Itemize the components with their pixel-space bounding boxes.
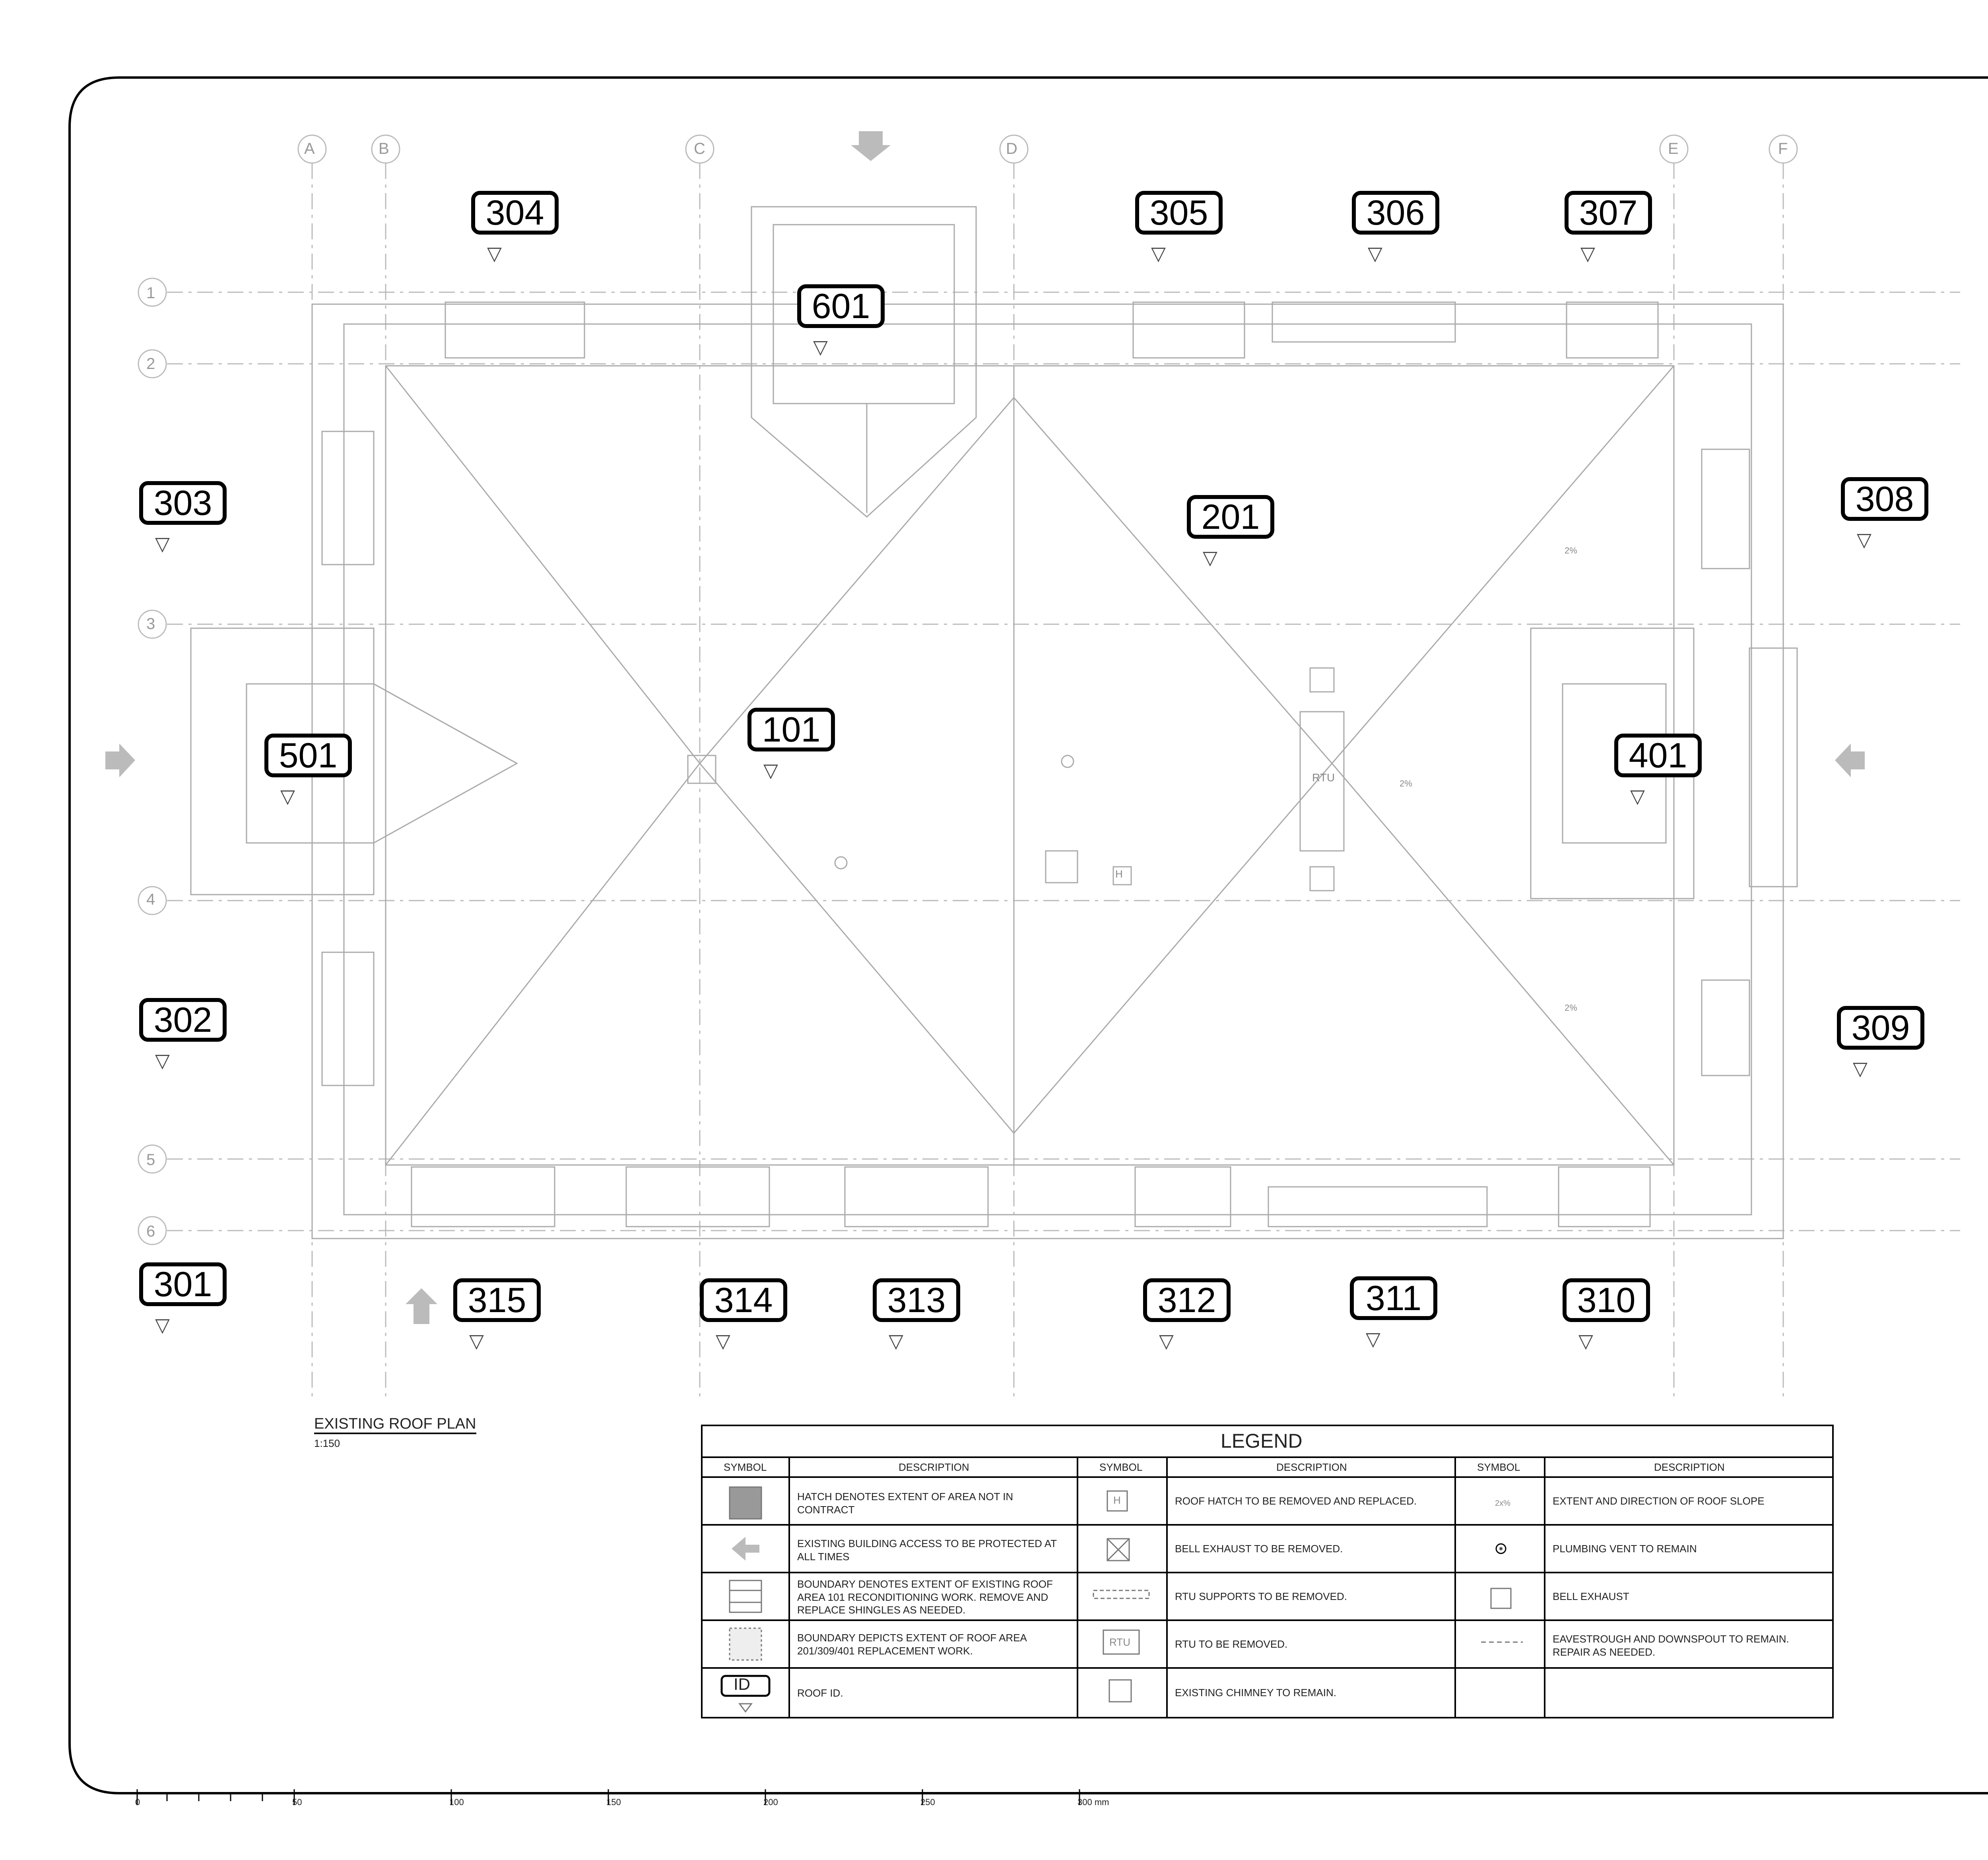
roof-id-marker-icon: ▽ [487, 243, 502, 265]
roof-id-tag: 308 [1841, 477, 1928, 521]
grid-row-6: 6 [146, 1223, 155, 1240]
roof-id-marker-icon: ▽ [1159, 1330, 1174, 1352]
roof-id-marker-icon: ▽ [469, 1330, 484, 1352]
legend-slope-symbol: 2x% [1495, 1499, 1510, 1508]
roof-id-marker-icon: ▽ [155, 1314, 170, 1336]
roof-id-marker-icon: ▽ [1630, 785, 1645, 808]
legend-desc: RTU TO BE REMOVED. [1175, 1638, 1288, 1650]
legend-hatch-symbol: H [1113, 1494, 1121, 1506]
legend-desc: BELL EXHAUST TO BE REMOVED. [1175, 1543, 1343, 1555]
legend-header: DESCRIPTION [899, 1461, 969, 1473]
roof-id-tag: 303 [139, 481, 227, 525]
roof-id-marker-icon: ▽ [1578, 1330, 1593, 1352]
roof-id-marker-icon: ▽ [1857, 529, 1872, 551]
sheet-border [70, 78, 1988, 1793]
legend-desc: HATCH DENOTES EXTENT OF AREA NOT IN CONTRACT [797, 1491, 1013, 1516]
hatch-label: H [1115, 868, 1123, 880]
roof-id-marker-icon: ▽ [280, 785, 295, 808]
roof-id-marker-icon: ▽ [716, 1330, 730, 1352]
roof-id-tag: 601 [797, 284, 885, 328]
scale-bar-label: 100 [449, 1797, 464, 1807]
roof-id-tag: 306 [1352, 191, 1439, 235]
roof-id-tag: 307 [1565, 191, 1652, 235]
roof-id-tag: 101 [747, 708, 835, 751]
legend-desc: BOUNDARY DEPICTS EXTENT OF ROOF AREA 201/309/401 REPLACEMENT WORK. [797, 1632, 1027, 1657]
grid-column-C: C [694, 140, 705, 157]
legend-desc: EXTENT AND DIRECTION OF ROOF SLOPE [1553, 1495, 1765, 1507]
roof-id-marker-icon: ▽ [813, 336, 828, 358]
scale-bar-label: 200 [763, 1797, 778, 1807]
legend-desc: ROOF HATCH TO BE REMOVED AND REPLACED. [1175, 1495, 1417, 1507]
roof-id-tag: 312 [1143, 1278, 1231, 1322]
scale-bar-label: 250 [920, 1797, 935, 1807]
roof-id-marker-icon: ▽ [1203, 547, 1217, 569]
legend-header: SYMBOL [724, 1461, 767, 1473]
grid-column-A: A [304, 140, 315, 157]
legend-title: LEGEND [1221, 1430, 1303, 1452]
legend-desc: EAVESTROUGH AND DOWNSPOUT TO REMAIN. REPAIR AS NEEDED. [1553, 1633, 1789, 1658]
grid-column-E: E [1668, 140, 1679, 157]
legend-desc: ROOF ID. [797, 1687, 843, 1699]
rtu-label: RTU [1312, 771, 1335, 784]
slope-label: 2% [1400, 779, 1412, 788]
scale-bar-label: 50 [292, 1797, 302, 1807]
grid-row-3: 3 [146, 615, 155, 633]
legend-header: SYMBOL [1477, 1461, 1520, 1473]
roof-id-marker-icon: ▽ [1151, 243, 1166, 265]
roof-id-tag: 310 [1563, 1278, 1650, 1322]
scale-bar-label: 300 mm [1077, 1797, 1109, 1807]
roof-id-tag: 201 [1187, 495, 1274, 539]
roof-id-marker-icon: ▽ [1368, 243, 1382, 265]
roof-id-tag: 314 [700, 1278, 787, 1322]
roof-id-tag: 315 [453, 1278, 541, 1322]
legend-desc: BOUNDARY DENOTES EXTENT OF EXISTING ROOF AREA 101 RECONDITIONING WORK. REMOVE AND REPLACE SHINGLES AS NEEDED. [797, 1578, 1053, 1616]
roof-id-marker-icon: ▽ [763, 759, 778, 782]
scale-bar-label: 150 [606, 1797, 621, 1807]
legend-desc: EXISTING BUILDING ACCESS TO BE PROTECTED AT ALL TIMES [797, 1538, 1057, 1563]
roof-id-marker-icon: ▽ [1853, 1058, 1868, 1080]
legend-desc: RTU SUPPORTS TO BE REMOVED. [1175, 1590, 1347, 1602]
slope-label: 2% [1565, 1003, 1577, 1013]
grid-row-1: 1 [146, 284, 155, 302]
legend-header: SYMBOL [1099, 1461, 1143, 1473]
roof-id-tag: 309 [1837, 1006, 1924, 1050]
grid-column-F: F [1778, 140, 1788, 157]
scale-bar-label: 0 [135, 1797, 140, 1807]
roof-id-tag: 301 [139, 1262, 227, 1306]
drawing-scale: 1:150 [314, 1437, 340, 1449]
roof-id-tag: 304 [471, 191, 559, 235]
legend-desc: EXISTING CHIMNEY TO REMAIN. [1175, 1687, 1336, 1699]
roof-id-marker-icon: ▽ [1366, 1328, 1380, 1350]
drawing-title: EXISTING ROOF PLAN [314, 1415, 476, 1434]
roof-id-tag: 501 [264, 734, 352, 777]
legend-desc: BELL EXHAUST [1553, 1590, 1629, 1602]
legend-header: DESCRIPTION [1654, 1461, 1725, 1473]
grid-row-4: 4 [146, 891, 155, 908]
roof-id-marker-icon: ▽ [1580, 243, 1595, 265]
roof-id-tag: 401 [1614, 734, 1702, 777]
roof-id-marker-icon: ▽ [155, 533, 170, 555]
roof-id-marker-icon: ▽ [155, 1050, 170, 1072]
slope-label: 2% [1565, 546, 1577, 555]
legend-rtu-symbol: RTU [1109, 1636, 1130, 1648]
roof-id-tag: 305 [1135, 191, 1223, 235]
grid-row-2: 2 [146, 355, 155, 373]
roof-id-tag: 313 [873, 1278, 960, 1322]
legend-header: DESCRIPTION [1276, 1461, 1347, 1473]
roof-id-tag: 311 [1350, 1276, 1437, 1320]
legend-id-symbol: ID [734, 1675, 750, 1693]
roof-id-marker-icon: ▽ [889, 1330, 903, 1352]
roof-id-tag: 302 [139, 998, 227, 1042]
grid-row-5: 5 [146, 1151, 155, 1169]
grid-column-D: D [1006, 140, 1017, 157]
grid-column-B: B [379, 140, 389, 157]
legend-desc: PLUMBING VENT TO REMAIN [1553, 1543, 1697, 1555]
